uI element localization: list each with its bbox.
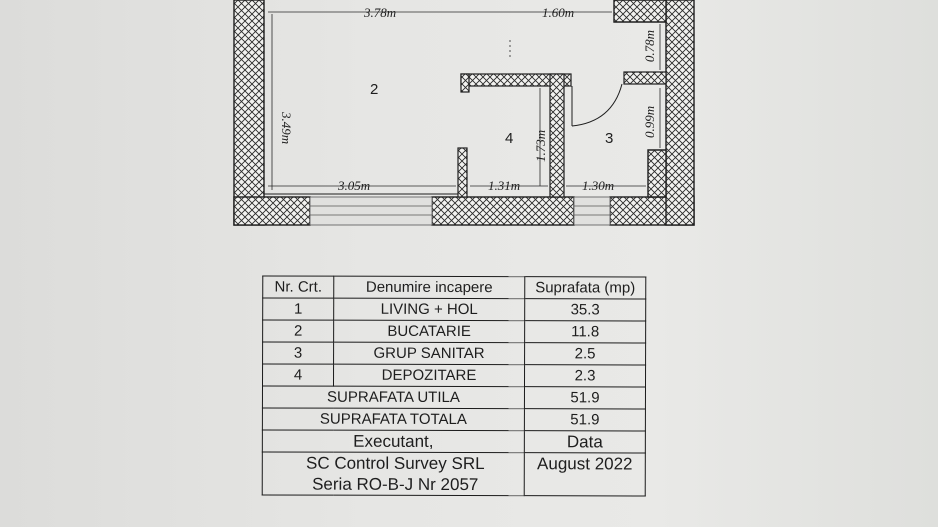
- dim-0-78: 0.78m: [642, 30, 657, 63]
- row-name: BUCATARIE: [334, 320, 525, 342]
- util-label: SUPRAFATA UTILA: [262, 386, 524, 409]
- dim-1-60: 1.60m: [542, 5, 575, 20]
- row-nr: 1: [263, 298, 334, 320]
- dim-1-30: 1.30m: [582, 178, 615, 193]
- dim-1-73: 1.73m: [533, 129, 548, 162]
- room-number-3: 3: [605, 130, 614, 147]
- executant-row: [262, 430, 645, 453]
- util-value: 51.9: [524, 387, 645, 409]
- wall-top-right: [614, 0, 666, 22]
- door-swing: [572, 84, 622, 126]
- row-area: 2.3: [524, 365, 645, 387]
- date-value: August 2022: [524, 453, 645, 496]
- total-label: SUPRAFATA TOTALA: [262, 408, 524, 431]
- dim-0-99: 0.99m: [642, 105, 657, 138]
- company-name: SC Control Survey SRL: [305, 453, 485, 474]
- executant-label: Executant,: [262, 430, 524, 453]
- area-table: [262, 275, 647, 496]
- row-area: 11.8: [525, 321, 646, 343]
- table-header-row: [263, 276, 646, 299]
- wall-right: [666, 0, 694, 225]
- row-area: 35.3: [525, 299, 646, 321]
- table-row: [263, 298, 646, 321]
- row-nr: 3: [263, 342, 334, 364]
- wall-left: [234, 0, 264, 225]
- table-row: [263, 320, 646, 343]
- dim-3-49: 3.49m: [279, 112, 294, 145]
- row-name: GRUP SANITAR: [334, 342, 525, 364]
- dim-3-78: 3.78m: [364, 5, 397, 20]
- header-name: Denumire incapere: [334, 276, 525, 298]
- room-number-4: 4: [505, 130, 514, 147]
- total-row: [262, 408, 645, 431]
- wall-bottom-left: [234, 197, 310, 225]
- data-label: Data: [524, 431, 645, 453]
- total-value: 51.9: [524, 409, 645, 431]
- row-name: DEPOZITARE: [333, 364, 524, 386]
- table-row: [262, 364, 645, 387]
- company-cell: [262, 452, 524, 496]
- dim-3-05: 3.05m: [338, 178, 371, 193]
- util-row: [262, 386, 645, 409]
- row-name: LIVING + HOL: [334, 298, 525, 320]
- dim-1-31: 1.31m: [488, 178, 521, 193]
- wall-right-inner: [648, 150, 666, 197]
- room-number-2: 2: [370, 81, 379, 98]
- row-area: 2.5: [525, 343, 646, 365]
- company-row: [262, 452, 645, 496]
- row-nr: 4: [262, 364, 333, 386]
- wall-bottom-middle: [432, 197, 574, 225]
- row-nr: 2: [263, 320, 334, 342]
- header-nr: Nr. Crt.: [263, 276, 334, 298]
- company-series: Seria RO-B-J Nr 2057: [312, 474, 479, 495]
- header-area: Suprafata (mp): [525, 277, 646, 299]
- table-row: [263, 342, 646, 365]
